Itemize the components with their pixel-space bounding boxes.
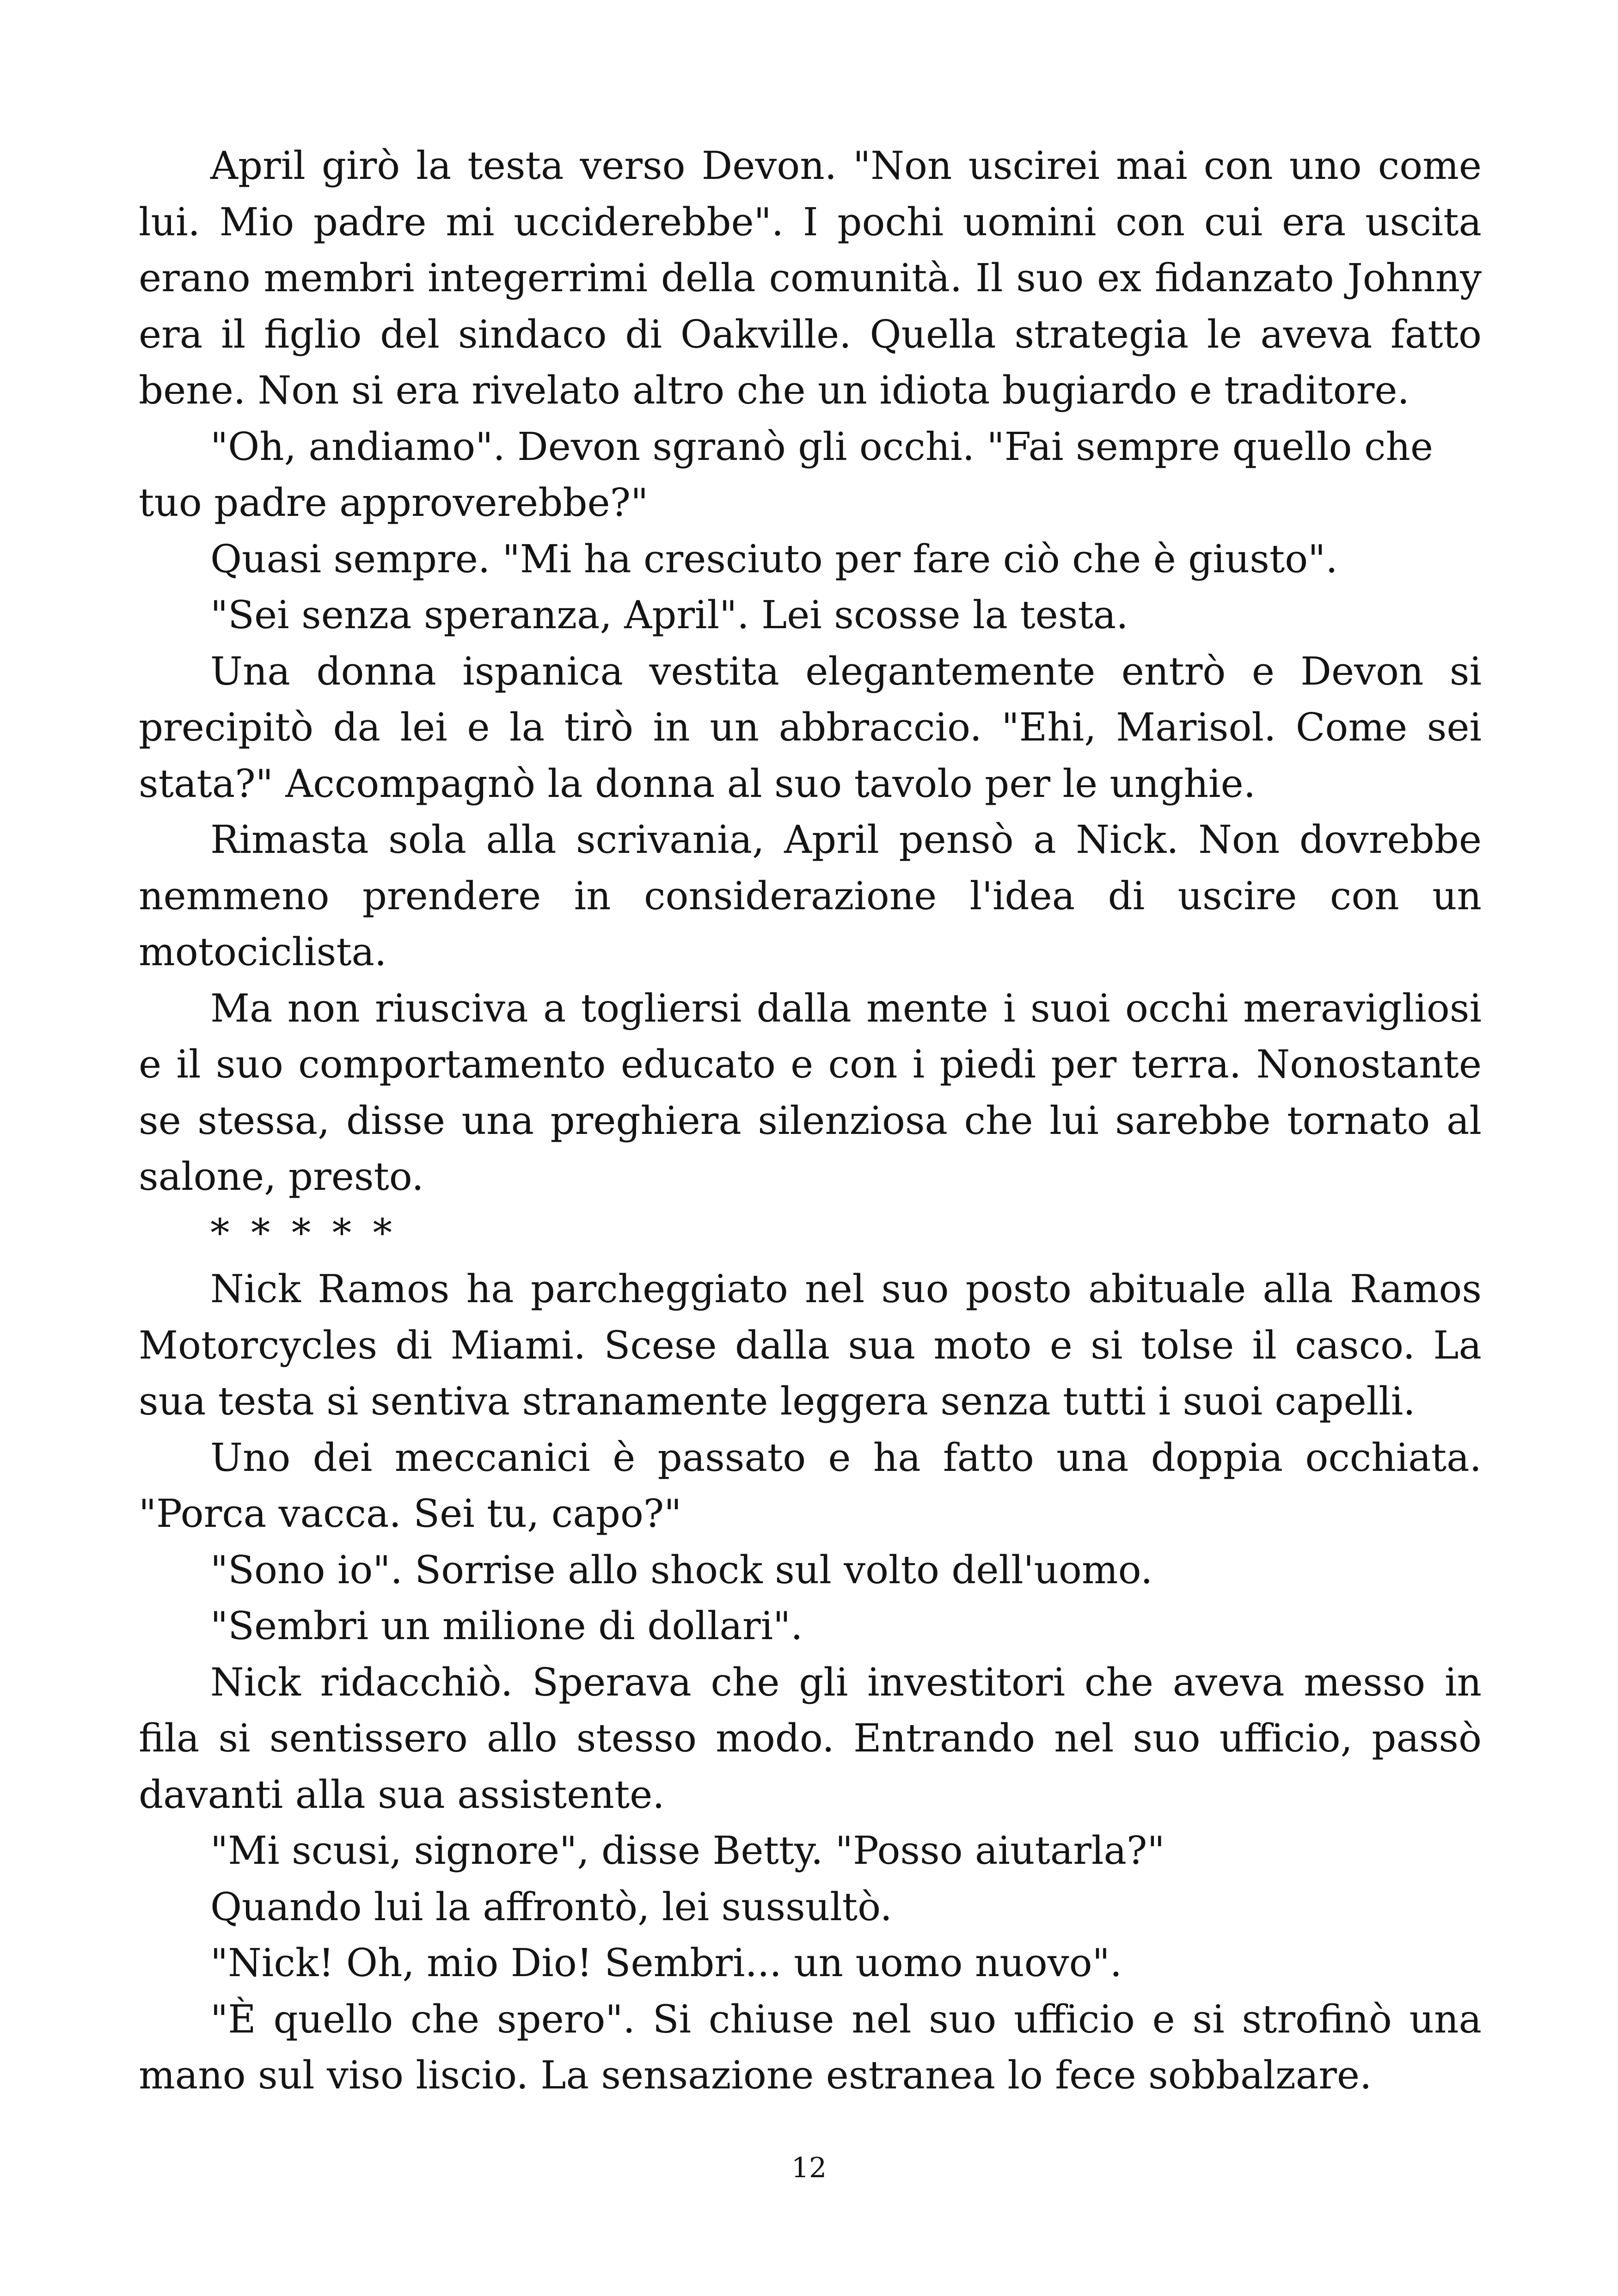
paragraph-donna-ispanica: Una donna ispanica vestita elegantemente entrò e Devon si precipitò da lei e la tirò in un abbraccio. "Ehi, Marisol. Come sei stata?" Accompagnò la donna al suo tavolo per le unghie. xyxy=(139,649,1482,806)
paragraph-rimasta-sola: Rimasta sola alla scrivania, April pensò a Nick. Non dovrebbe nemmeno prendere in considerazione l'idea di uscire con un motociclista. xyxy=(139,817,1482,974)
paragraph-quello-che-spero: "È quello che spero". Si chiuse nel suo ufficio e si strofinò una mano sul viso liscio. La sensazione estranea lo fece sobbalzare. xyxy=(139,1996,1482,2098)
paragraph-betty: "Mi scusi, signore", disse Betty. "Posso aiutarla?" xyxy=(210,1828,1165,1873)
paragraph-nick-ramos: Nick Ramos ha parcheggiato nel suo posto abituale alla Ramos Motorcycles di Miami. Scese dalla sua moto e si tolse il casco. La sua testa si sentiva stranamente leggera senza tutti i suoi capelli. xyxy=(139,1267,1482,1424)
paragraph-milione-dollari: "Sembri un milione di dollari". xyxy=(210,1604,803,1648)
paragraph-april-turns: April girò la testa verso Devon. "Non uscirei mai con uno come lui. Mio padre mi ucciderebbe". I pochi uomini con cui era uscita erano membri integerrimi della comunità. Il suo ex fidanzato Johnny era il figlio del sindaco di Oakville. Quella strategia le aveva fatto bene. Non si era rivelato altro che un idiota bugiardo e traditore. xyxy=(139,143,1482,413)
paragraph-occhi-meravigliosi: Ma non riusciva a togliersi dalla mente i suoi occhi meravigliosi e il suo comportamento educato e con i piedi per terra. Nonostante se stessa, disse una preghiera silenziosa che lui sarebbe tornato al salone, presto. xyxy=(139,986,1482,1199)
paragraph-ridacchio: Nick ridacchiò. Sperava che gli investitori che aveva messo in fila si sentissero allo stesso modo. Entrando nel suo ufficio, passò davanti alla sua assistente. xyxy=(139,1659,1482,1817)
paragraph-meccanico: Uno dei meccanici è passato e ha fatto una doppia occhiata. "Porca vacca. Sei tu, capo?" xyxy=(139,1435,1482,1536)
paragraph-sono-io: "Sono io". Sorrise allo shock sul volto dell'uomo. xyxy=(210,1547,1153,1592)
paragraph-sussulto: Quando lui la affrontò, lei sussultò. xyxy=(210,1884,892,1929)
paragraph-oh-andiamo: "Oh, andiamo". Devon sgranò gli occhi. "Fai sempre quello che tuo padre approverebbe?" xyxy=(139,424,1434,525)
body-text xyxy=(139,138,1482,2104)
paragraph-quasi-sempre: Quasi sempre. "Mi ha cresciuto per fare ciò che è giusto". xyxy=(210,536,1338,582)
paragraph-senza-speranza: "Sei senza speranza, April". Lei scosse la testa. xyxy=(210,593,1128,637)
scene-break: * * * * * xyxy=(210,1210,397,1255)
paragraph-uomo-nuovo: "Nick! Oh, mio Dio! Sembri... un uomo nuovo". xyxy=(210,1941,1122,1985)
page-number: 12 xyxy=(791,2152,827,2184)
